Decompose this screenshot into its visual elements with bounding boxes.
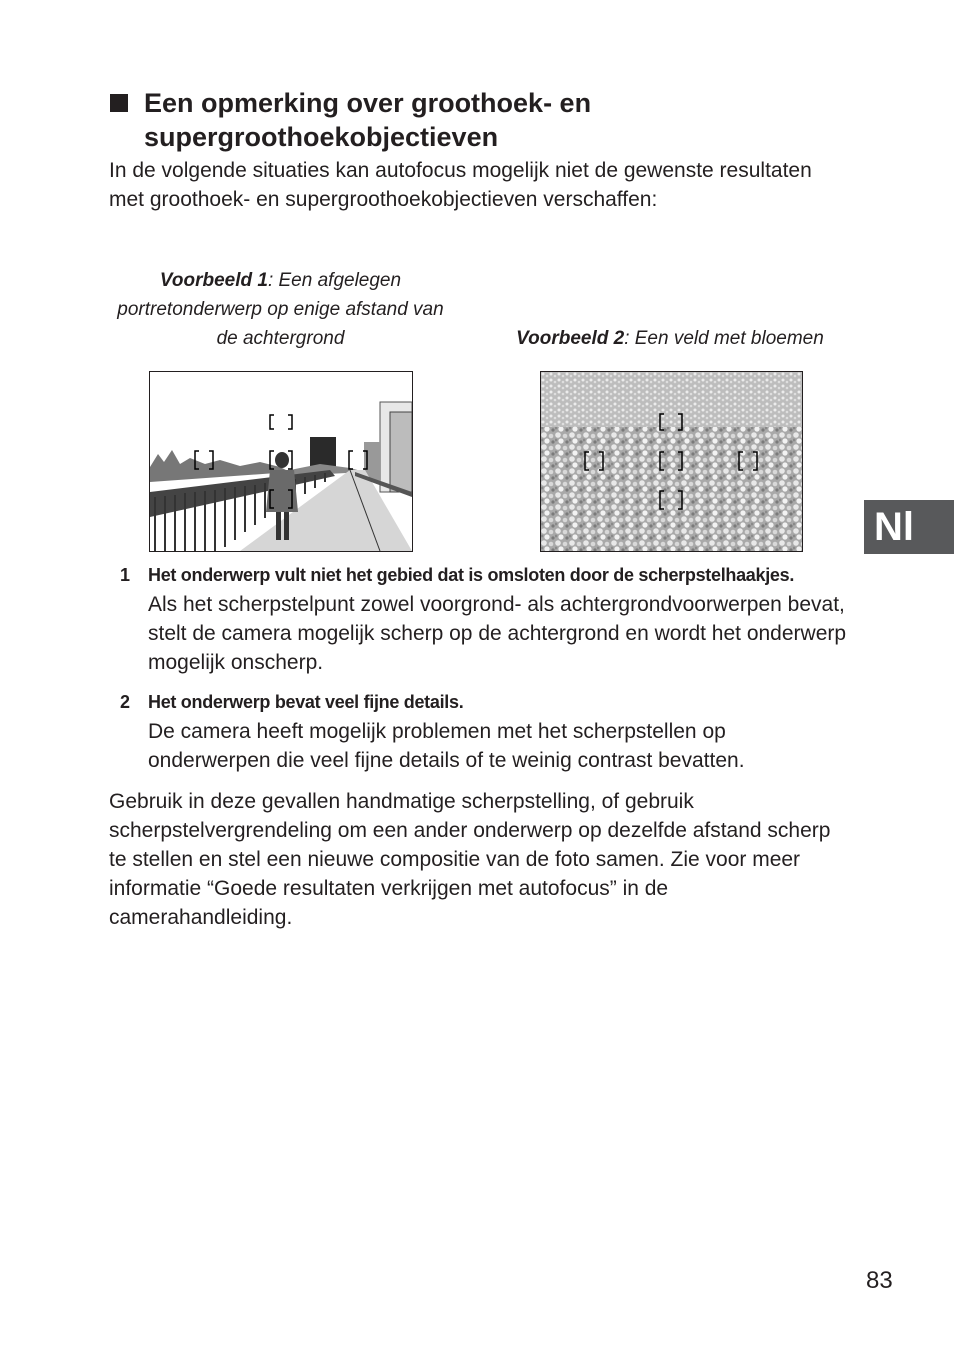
- intro-paragraph: In de volgende situaties kan autofocus mogelijk niet de gewenste resultaten met groothoek- en supergroothoekobjectieven verschaffen:: [109, 159, 812, 211]
- example-1-label: Voorbeeld 1: [159, 270, 268, 291]
- list-item-2-body: De camera heeft mogelijk problemen met het scherpstellen op onderwerpen die veel fijne details of te weinig contrast bevatten.: [148, 720, 745, 772]
- example-2-label: Voorbeeld 2: [516, 328, 625, 349]
- section-heading: [110, 86, 810, 154]
- example-1-description: : Een afgelegen portretonderwerp op enige afstand van de achtergrond: [117, 270, 444, 349]
- list-item-2-number: 2: [120, 692, 131, 712]
- flower-field-photo: [540, 371, 803, 552]
- closing-paragraph: Gebruik in deze gevallen handmatige scherpstelling, of gebruik scherpstelvergrendeling om een ander onderwerp op dezelfde afstand scherp te stellen en stel een nieuwe compositie van de foto samen. Zie voor meer informatie “Goede resultaten verkrijgen met autofocus” in de camerahandleiding.: [109, 790, 831, 929]
- list-item-1-body: Als het scherpstelpunt zowel voorgrond- als achtergrondvoorwerpen bevat, stelt de camera mogelijk scherp op de achtergrond en wordt het onderwerp mogelijk onscherp.: [148, 593, 847, 674]
- language-tab: Nl: [864, 500, 954, 554]
- list-item-1-number: 1: [120, 565, 131, 585]
- section-heading-text: Een opmerking over groothoek- en supergroothoekobjectieven: [144, 88, 592, 152]
- list-item-1-title: Het onderwerp vult niet het gebied dat is omsloten door de scherpstelhaakjes.: [148, 565, 795, 585]
- list-item-2-title: Het onderwerp bevat veel fijne details.: [148, 692, 464, 712]
- square-bullet-icon: [110, 94, 128, 112]
- street-portrait-photo: [149, 371, 413, 552]
- page-number: 83: [866, 1267, 893, 1294]
- example-1-caption: [108, 266, 453, 353]
- example-2-caption: [505, 324, 835, 353]
- example-2-description: : Een veld met bloemen: [624, 328, 824, 349]
